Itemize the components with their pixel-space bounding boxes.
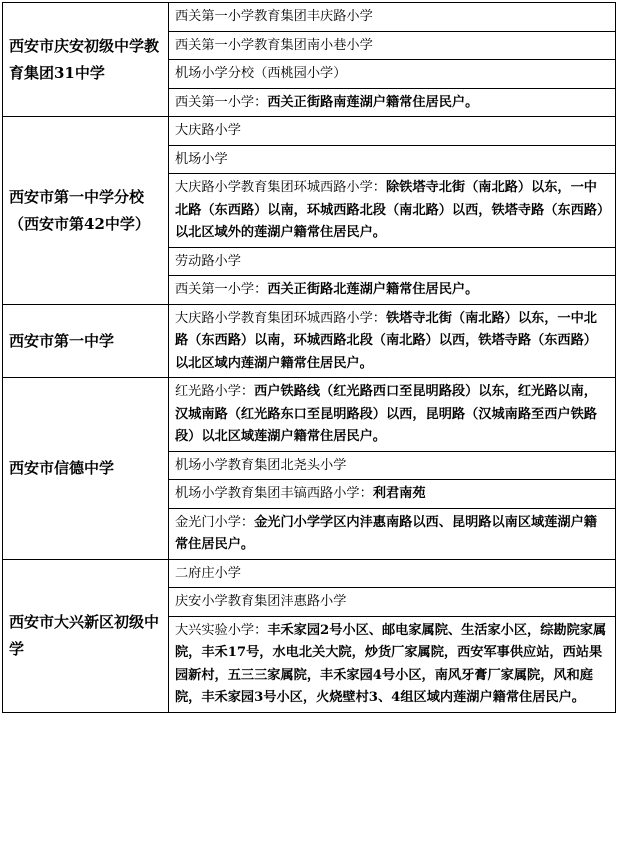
- primary-school-name: 机场小学教育集团丰镐西路小学：: [175, 486, 373, 501]
- primary-school-cell: [169, 378, 616, 452]
- enrollment-area: 西户铁路线（红光路西口至昆明路段）以东，红光路以南，汉城南路（红光路东口至昆明路段）以西，昆明路（汉城南路至西户铁路段）以北区域莲湖户籍常住居民户。: [175, 384, 597, 444]
- primary-school-name: 庆安小学教育集团沣惠路小学: [175, 594, 347, 609]
- primary-school-name: 红光路小学：: [175, 384, 255, 399]
- primary-school-name: 二府庄小学: [175, 565, 241, 581]
- primary-school-cell: [169, 60, 616, 89]
- primary-school-name: 大兴实验小学：: [175, 622, 268, 638]
- primary-school-cell: [169, 145, 616, 174]
- primary-school-name: 西关第一小学教育集团丰庆路小学: [175, 9, 373, 24]
- primary-school-name: 西关第一小学教育集团南小巷小学: [175, 37, 373, 53]
- primary-school-cell: [169, 174, 616, 248]
- enrollment-area: 金光门小学学区内沣惠南路以西、昆明路以南区域莲湖户籍常住居民户。: [175, 514, 597, 552]
- primary-school-cell: [169, 304, 616, 378]
- primary-school-cell: [169, 616, 616, 712]
- primary-school-cell: [169, 88, 616, 117]
- primary-school-name: 金光门小学：: [175, 514, 255, 530]
- table-row: [3, 378, 616, 452]
- primary-school-name: 大庆路小学教育集团环城西路小学：: [175, 180, 386, 195]
- enrollment-area: 西关正街路南莲湖户籍常住居民户。: [267, 94, 479, 110]
- table-body: [3, 3, 616, 713]
- table-row: [3, 117, 616, 146]
- primary-school-cell: [169, 588, 616, 617]
- enrollment-area: 丰禾家园2号小区、邮电家属院、生活家小区，综勘院家属院，丰禾17号，水电北关大院，炒货厂家属院，西安军事供应站，西站果园新村，五三三家属院，丰禾家园4号小区，南风牙膏厂家属院，风和庭院，丰禾家园3号小区，火烧壁村3、4组区域内莲湖户籍常住居民户。: [175, 622, 607, 705]
- primary-school-name: 机场小学: [175, 151, 228, 167]
- primary-school-cell: [169, 247, 616, 276]
- primary-school-name: 大庆路小学: [175, 123, 241, 138]
- table-row: [3, 304, 616, 378]
- enrollment-area: 西关正街路北莲湖户籍常住居民户。: [267, 282, 479, 297]
- primary-school-cell: [169, 31, 616, 60]
- primary-school-name: 大庆路小学教育集团环城西路小学：: [175, 310, 386, 326]
- primary-school-name: 机场小学教育集团北尧头小学: [175, 457, 347, 473]
- primary-school-name: 西关第一小学：: [175, 282, 268, 297]
- primary-school-cell: [169, 276, 616, 305]
- table-row: [3, 559, 616, 588]
- middle-school-name: 西安市信德中学: [3, 378, 169, 560]
- primary-school-cell: [169, 3, 616, 32]
- primary-school-cell: [169, 508, 616, 559]
- primary-school-cell: [169, 559, 616, 588]
- primary-school-cell: [169, 451, 616, 480]
- enrollment-area: 铁塔寺北街（南北路）以东，一中北路（东西路）以南，环城西路北段（南北路）以西，铁塔寺路（东西路）以北区域内莲湖户籍常住居民户。: [175, 310, 597, 371]
- enrollment-area: 除铁塔寺北街（南北路）以东，一中北路（东西路）以南，环城西路北段（南北路）以西，铁塔寺路（东西路）以北区域外的莲湖户籍常住居民户。: [175, 180, 604, 240]
- primary-school-name: 劳动路小学: [175, 253, 241, 269]
- middle-school-name: 西安市第一中学: [3, 304, 169, 378]
- enrollment-table: [2, 2, 616, 713]
- middle-school-name: 西安市庆安初级中学教育集团31中学: [3, 3, 169, 117]
- enrollment-area: 利君南苑: [372, 486, 426, 501]
- middle-school-name: 西安市大兴新区初级中学: [3, 559, 169, 712]
- primary-school-cell: [169, 480, 616, 509]
- table-row: [3, 3, 616, 32]
- primary-school-cell: [169, 117, 616, 146]
- middle-school-name: 西安市第一中学分校（西安市第42中学）: [3, 117, 169, 305]
- primary-school-name: 西关第一小学：: [175, 94, 268, 110]
- primary-school-name: 机场小学分校（西桃园小学）: [175, 66, 347, 81]
